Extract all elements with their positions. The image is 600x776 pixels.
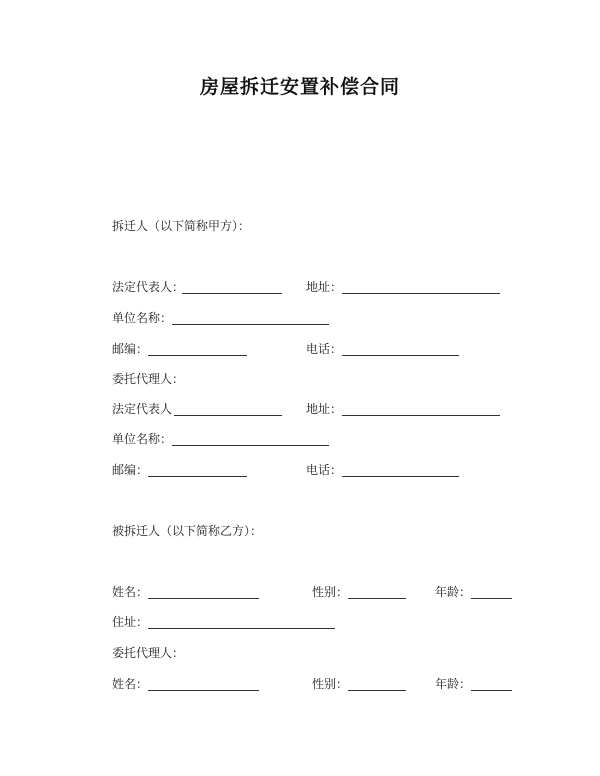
party-b-residence-label: 住址： <box>112 615 149 629</box>
party-a-agent-phone-blank[interactable] <box>342 476 459 477</box>
party-b-gender-blank[interactable] <box>348 598 406 599</box>
party-a-phone-label: 电话： <box>306 342 343 356</box>
party-b-agent-name-label: 姓名： <box>112 677 149 691</box>
party-b-agent-age-label: 年龄： <box>435 677 472 691</box>
party-b-name-label: 姓名： <box>112 585 149 599</box>
party-a-agent-address-label: 地址： <box>306 402 343 416</box>
party-a-agent-unit-name-label: 单位名称： <box>112 432 173 446</box>
party-b-agent-age-blank[interactable] <box>471 690 512 691</box>
party-a-agent-postcode-blank[interactable] <box>148 476 247 477</box>
party-b-agent-heading: 委托代理人： <box>112 646 185 660</box>
party-b-gender-label: 性别： <box>312 585 349 599</box>
party-a-address-blank[interactable] <box>342 293 500 294</box>
party-a-agent-legal-rep-label: 法定代表人 <box>112 402 173 416</box>
party-a-unit-name-blank[interactable] <box>172 324 329 325</box>
document-title: 房屋拆迁安置补偿合同 <box>199 76 400 98</box>
party-b-agent-gender-blank[interactable] <box>348 690 406 691</box>
party-b-age-blank[interactable] <box>471 598 512 599</box>
party-a-agent-unit-name-blank[interactable] <box>172 445 329 446</box>
party-a-agent-heading: 委托代理人： <box>112 372 185 386</box>
party-a-postcode-blank[interactable] <box>148 355 247 356</box>
party-a-agent-postcode-label: 邮编： <box>112 463 149 477</box>
party-a-phone-blank[interactable] <box>342 355 459 356</box>
party-a-address-label: 地址： <box>306 280 343 294</box>
party-b-residence-blank[interactable] <box>148 628 335 629</box>
party-b-agent-gender-label: 性别： <box>312 677 349 691</box>
party-a-agent-phone-label: 电话： <box>306 463 343 477</box>
party-a-heading: 拆迁人（以下简称甲方）： <box>112 219 251 233</box>
party-b-agent-name-blank[interactable] <box>148 690 259 691</box>
party-a-unit-name-label: 单位名称： <box>112 311 173 325</box>
party-a-postcode-label: 邮编： <box>112 342 149 356</box>
party-a-agent-legal-rep-blank[interactable] <box>174 415 282 416</box>
party-a-agent-address-blank[interactable] <box>342 415 500 416</box>
party-a-legal-rep-label: 法定代表人： <box>112 280 185 294</box>
party-a-legal-rep-blank[interactable] <box>182 293 282 294</box>
party-b-heading: 被拆迁人（以下简称乙方）： <box>112 524 263 538</box>
party-b-age-label: 年龄： <box>435 585 472 599</box>
party-b-name-blank[interactable] <box>148 598 259 599</box>
